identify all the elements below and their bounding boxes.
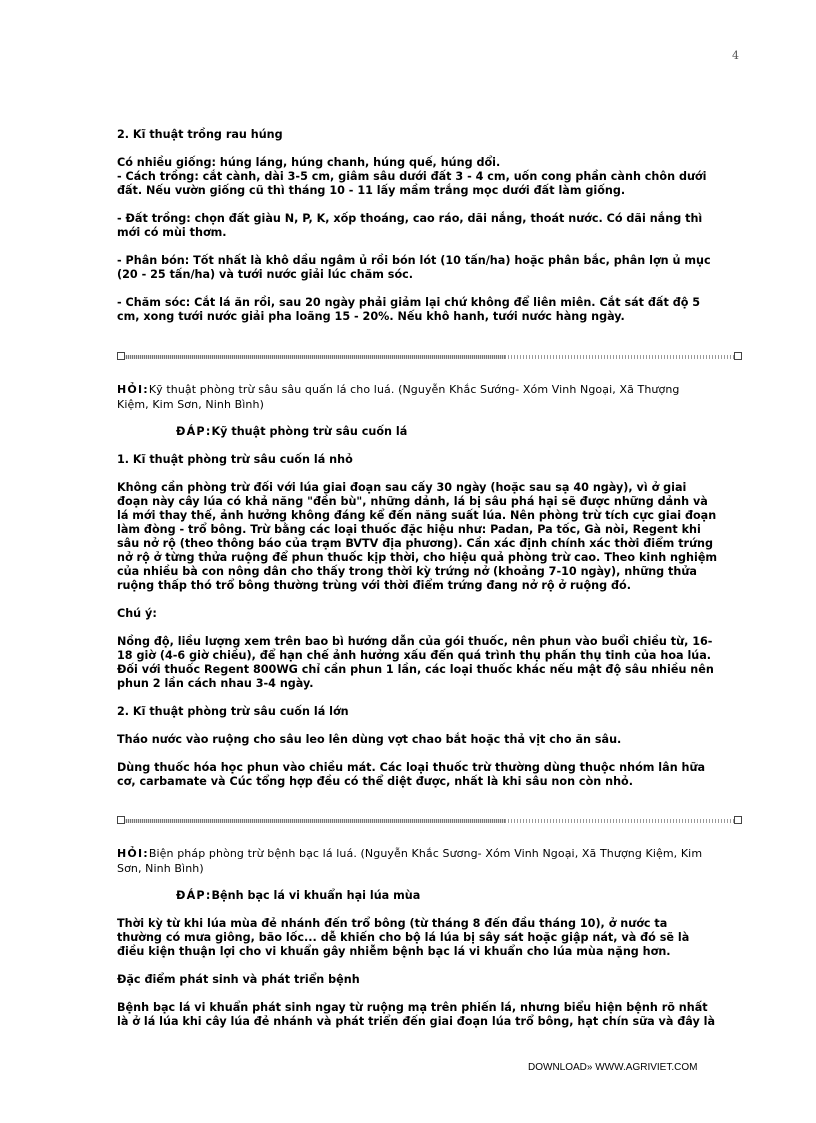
paragraph-line: phun 2 lần cách nhau 3-4 ngày. — [117, 677, 314, 690]
separator-line — [117, 351, 742, 363]
paragraph-line: Không cần phòng trừ đối với lúa giai đoạn sau cấy 30 ngày (hoặc sau sạ 40 ngày), vì ở giai — [117, 481, 687, 494]
paragraph-line: - Chăm sóc: Cắt lá ăn rồi, sau 20 ngày phải giảm lại chứ không để liên miên. Cắt sát đất độ 5 — [117, 296, 701, 309]
paragraph-line: Đối với thuốc Regent 800WG chỉ cần phun 1 lần, các loại thuốc khác nếu mật độ sâu nhiều nên — [117, 663, 714, 676]
paragraph-line: Bệnh bạc lá vi khuẩn phát sinh ngay từ ruộng mạ trên phiến lá, nhưng biểu hiện bệnh rõ nhất — [117, 1001, 708, 1014]
paragraph-line: mới có mùi thơm. — [117, 226, 227, 239]
document-body — [117, 128, 742, 1029]
page-number: 4 — [732, 49, 739, 62]
paragraph-line: - Phân bón: Tốt nhất là khô dầu ngâm ủ rồi bón lót (10 tấn/ha) hoặc phân bắc, phân lợn ủ mục — [117, 254, 711, 267]
question — [117, 847, 742, 862]
paragraph-line: đất. Nếu vườn giống cũ thì tháng 10 - 11 lấy mầm trắng mọc dưới đất làm giống. — [117, 184, 626, 197]
paragraph-line: đoạn này cây lúa có khả năng "đền bù", những dảnh, lá bị sâu phá hại sẽ được những dảnh và — [117, 495, 708, 508]
paragraph-line: Thời kỳ từ khi lúa mùa đẻ nhánh đến trổ bông (từ tháng 8 đến đầu tháng 10), ở nước ta — [117, 917, 668, 930]
question-label: HỎI: — [117, 847, 149, 860]
question — [117, 383, 742, 398]
paragraph-line: (20 - 25 tấn/ha) và tưới nước giải lúc chăm sóc. — [117, 268, 414, 281]
answer-title-text: Bệnh bạc lá vi khuẩn hại lúa mùa — [211, 889, 421, 902]
answer-title-text: Kỹ thuật phòng trừ sâu cuốn lá — [211, 425, 408, 438]
paragraph-line: Nồng độ, liều lượng xem trên bao bì hướng dẫn của gói thuốc, nên phun vào buổi chiều từ, 16- — [117, 635, 713, 648]
paragraph-line: của nhiều bà con nông dân cho thấy trong thời kỳ trứng nở (khoảng 7-10 ngày), những thửa — [117, 565, 697, 578]
question-label: HỎI: — [117, 383, 149, 396]
paragraph-line: cơ, carbamate và Cúc tổng hợp đều có thể diệt được, nhất là khi sâu non còn nhỏ. — [117, 775, 633, 788]
paragraph-line: 18 giờ (4-6 giờ chiều), để hạn chế ảnh hưởng xấu đến quá trình thụ phấn thụ tinh của hoa lúa. — [117, 649, 712, 662]
section-heading: 1. Kĩ thuật phòng trừ sâu cuốn lá nhỏ — [117, 453, 353, 466]
paragraph-line: sâu nở rộ (theo thông báo của trạm BVTV địa phương). Cần xác định chính xác thời điểm trứng — [117, 537, 714, 550]
paragraph-line: - Đất trồng: chọn đất giàu N, P, K, xốp thoáng, cao ráo, dãi nắng, thoát nước. Có dãi nắng thì — [117, 212, 703, 225]
paragraph-line: nở rộ ở từng thửa ruộng để phun thuốc kịp thời, cho hiệu quả phòng trừ cao. Theo kinh nghiệm — [117, 551, 718, 564]
question-text: Kỹ thuật phòng trừ sâu sâu quấn lá cho luá. (Nguyễn Khắc Sướng- Xóm Vinh Ngoại, Xã Thượng — [148, 383, 680, 396]
paragraph-line: lá mới thay thế, ảnh hưởng không đáng kể đến năng suất lúa. Nên phòng trừ tích cực giai đoạn — [117, 509, 717, 522]
paragraph-line: điều kiện thuận lợi cho vi khuẩn gây nhiễm bệnh bạc lá vi khuẩn cho lúa mùa nặng hơn. — [117, 945, 671, 958]
question-line: Sơn, Ninh Bình) — [117, 861, 204, 875]
answer-title — [176, 425, 742, 439]
answer-title — [176, 889, 742, 903]
footer-download-link[interactable]: DOWNLOAD» WWW.AGRIVIET.COM — [528, 1062, 698, 1073]
question-text: Biện pháp phòng trừ bệnh bạc lá luá. (Nguyễn Khắc Sương- Xóm Vinh Ngoại, Xã Thượng Kiệm, Kim — [148, 847, 703, 860]
question-line: Kiệm, Kim Sơn, Ninh Bình) — [117, 397, 264, 411]
paragraph-line: là ở lá lúa khi cây lúa đẻ nhánh và phát triển đến giai đoạn lúa trổ bông, hạt chín sữa và đây là — [117, 1015, 716, 1028]
section-heading: 2. Kĩ thuật trồng rau húng — [117, 128, 283, 141]
paragraph-line: cm, xong tưới nước giải pha loãng 15 - 20%. Nếu khô hanh, tưới nước hàng ngày. — [117, 310, 625, 323]
paragraph-line: thường có mưa giông, bão lốc... dễ khiến cho bộ lá lúa bị sây sát hoặc giập nát, và đó sẽ là — [117, 931, 690, 944]
paragraph-line: ruộng thấp thó trổ bông thường trùng với thời điểm trứng đang nở rộ ở ruộng đó. — [117, 579, 631, 592]
section-heading: Đặc điểm phát sinh và phát triển bệnh — [117, 973, 360, 986]
separator-line — [117, 815, 742, 827]
paragraph-line: làm đòng - trổ bông. Trừ bằng các loại thuốc đặc hiệu như: Padan, Pa tốc, Gà nòi, Regent khi — [117, 523, 701, 536]
paragraph-line: Dùng thuốc hóa học phun vào chiều mát. Các loại thuốc trừ thường dùng thuộc nhóm lân hữa — [117, 761, 706, 774]
answer-label: ĐÁP: — [176, 425, 212, 438]
note-label: Chú ý: — [117, 607, 157, 620]
section-heading: 2. Kĩ thuật phòng trừ sâu cuốn lá lớn — [117, 705, 349, 718]
paragraph-line: Có nhiều giống: húng láng, húng chanh, húng quế, húng dổi. — [117, 156, 501, 169]
answer-label: ĐÁP: — [176, 889, 212, 902]
paragraph-line: Tháo nước vào ruộng cho sâu leo lên dùng vợt chao bắt hoặc thả vịt cho ăn sâu. — [117, 733, 622, 746]
paragraph-line: - Cách trồng: cắt cành, dài 3-5 cm, giâm sâu dưới đất 3 - 4 cm, uốn cong phần cành chôn dưới — [117, 170, 707, 183]
